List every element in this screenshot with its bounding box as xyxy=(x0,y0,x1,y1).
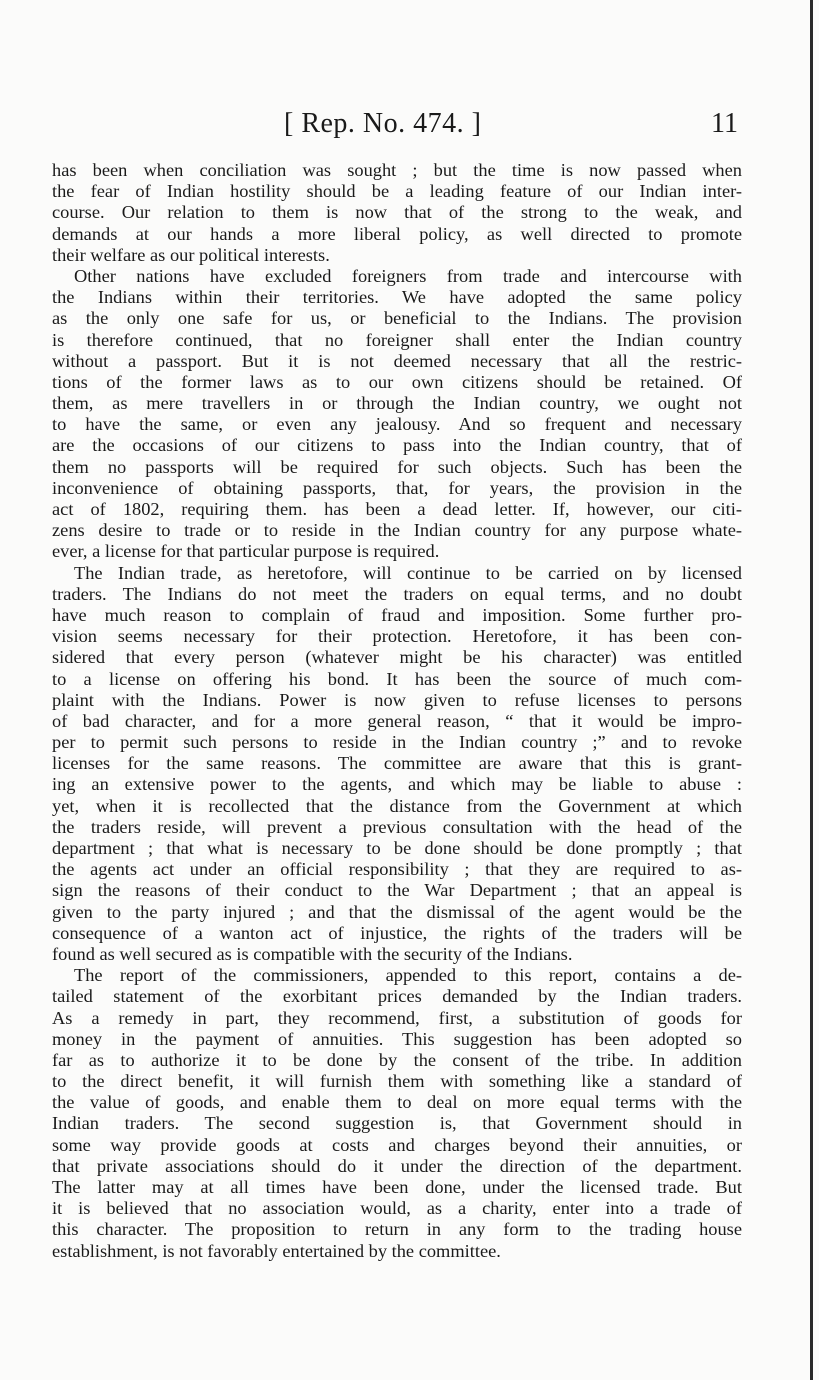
text-line: licenses for the same reasons. The committee are aware that this is grant- xyxy=(52,753,742,774)
text-line: The Indian trade, as heretofore, will continue to be carried on by licensed xyxy=(74,562,742,583)
text-line: demands at our hands a more liberal policy, as well directed to promote xyxy=(52,223,742,244)
text-line: has been when conciliation was sought ; but the time is now passed when xyxy=(52,160,742,180)
text-line: that private associations should do it under the direction of the department. xyxy=(52,1155,742,1176)
text-line: ing an extensive power to the agents, and which may be liable to abuse : xyxy=(52,774,742,795)
text-line: to a license on offering his bond. It has been the source of much com- xyxy=(52,668,742,689)
text-line: to the direct benefit, it will furnish them with something like a standard of xyxy=(52,1071,742,1092)
text-line: the value of goods, and enable them to deal on more equal terms with the xyxy=(52,1092,742,1113)
text-line: tailed statement of the exorbitant prices demanded by the Indian traders. xyxy=(52,986,742,1007)
text-line: establishment, is not favorably entertained by the committee. xyxy=(52,1240,501,1261)
text-line: department ; that what is necessary to be done should be done promptly ; that xyxy=(52,838,742,858)
text-line: As a remedy in part, they recommend, first, a substitution of goods for xyxy=(52,1007,742,1028)
text-line: ever, a license for that particular purpose is required. xyxy=(52,541,440,562)
text-line: given to the party injured ; and that the dismissal of the agent would be the xyxy=(52,901,742,922)
page-edge-rule xyxy=(810,0,813,1380)
text-line: consequence of a wanton act of injustice, the rights of the traders will be xyxy=(52,922,742,943)
text-line: plaint with the Indians. Power is now given to refuse licenses to persons xyxy=(52,689,742,710)
text-line: The report of the commissioners, appended to this report, contains a de- xyxy=(74,965,742,986)
text-line: vision seems necessary for their protection. Heretofore, it has been con- xyxy=(52,626,742,647)
text-line: to have the same, or even any jealousy. And so frequent and necessary xyxy=(52,414,742,435)
text-line: of bad character, and for a more general reason, “ that it would be impro- xyxy=(52,710,742,731)
text-line: without a passport. But it is not deemed necessary that all the restric- xyxy=(52,350,742,371)
text-line: yet, when it is recollected that the distance from the Government at which xyxy=(52,795,742,816)
body-text xyxy=(52,160,742,1262)
text-line: the traders reside, will prevent a previous consultation with the head of the xyxy=(52,816,742,837)
text-line: money in the payment of annuities. This suggestion has been adopted so xyxy=(52,1028,742,1049)
text-line: are the occasions of our citizens to pass into the Indian country, that of xyxy=(52,435,742,456)
text-line: The latter may at all times have been done, under the licensed trade. But xyxy=(52,1177,742,1197)
text-line: as the only one safe for us, or beneficial to the Indians. The provision xyxy=(52,308,742,329)
page-header xyxy=(52,108,742,148)
text-line: per to permit such persons to reside in the Indian country ;” and to revoke xyxy=(52,732,742,753)
text-line: tions of the former laws as to our own citizens should be retained. Of xyxy=(52,371,742,392)
text-line: act of 1802, requiring them. has been a dead letter. If, however, our citi- xyxy=(52,499,742,519)
running-head: [ Rep. No. 474. ] xyxy=(284,108,482,139)
text-line: the fear of Indian hostility should be a leading feature of our Indian inter- xyxy=(52,181,742,202)
text-line: Other nations have excluded foreigners from trade and intercourse with xyxy=(74,265,742,286)
text-line: them no passports will be required for such objects. Such has been the xyxy=(52,456,742,477)
text-line: have much reason to complain of fraud and imposition. Some further pro- xyxy=(52,604,742,625)
text-line: course. Our relation to them is now that of the strong to the weak, and xyxy=(52,202,742,223)
text-line: this character. The proposition to return in any form to the trading house xyxy=(52,1219,742,1240)
text-line: it is believed that no association would, as a charity, enter into a trade of xyxy=(52,1198,742,1219)
text-line: found as well secured as is compatible with the security of the Indians. xyxy=(52,943,573,964)
text-line: sign the reasons of their conduct to the War Department ; that an appeal is xyxy=(52,880,742,901)
text-line: sidered that every person (whatever might be his character) was entitled xyxy=(52,647,742,668)
text-line: zens desire to trade or to reside in the Indian country for any purpose whate- xyxy=(52,520,742,541)
text-line: inconvenience of obtaining passports, that, for years, the provision in the xyxy=(52,477,742,498)
text-line: Indian traders. The second suggestion is, that Government should in xyxy=(52,1113,742,1134)
text-line: the Indians within their territories. We have adopted the same policy xyxy=(52,287,742,308)
text-line: them, as mere travellers in or through the Indian country, we ought not xyxy=(52,393,742,414)
page-number: 11 xyxy=(711,108,738,139)
text-line: traders. The Indians do not meet the traders on equal terms, and no doubt xyxy=(52,583,742,604)
text-line: some way provide goods at costs and charges beyond their annuities, or xyxy=(52,1134,742,1155)
text-line: is therefore continued, that no foreigner shall enter the Indian country xyxy=(52,329,742,350)
text-line: their welfare as our political interests. xyxy=(52,244,330,265)
text-line: the agents act under an official responsibility ; that they are required to as- xyxy=(52,859,742,880)
text-line: far as to authorize it to be done by the consent of the tribe. In addition xyxy=(52,1049,742,1070)
